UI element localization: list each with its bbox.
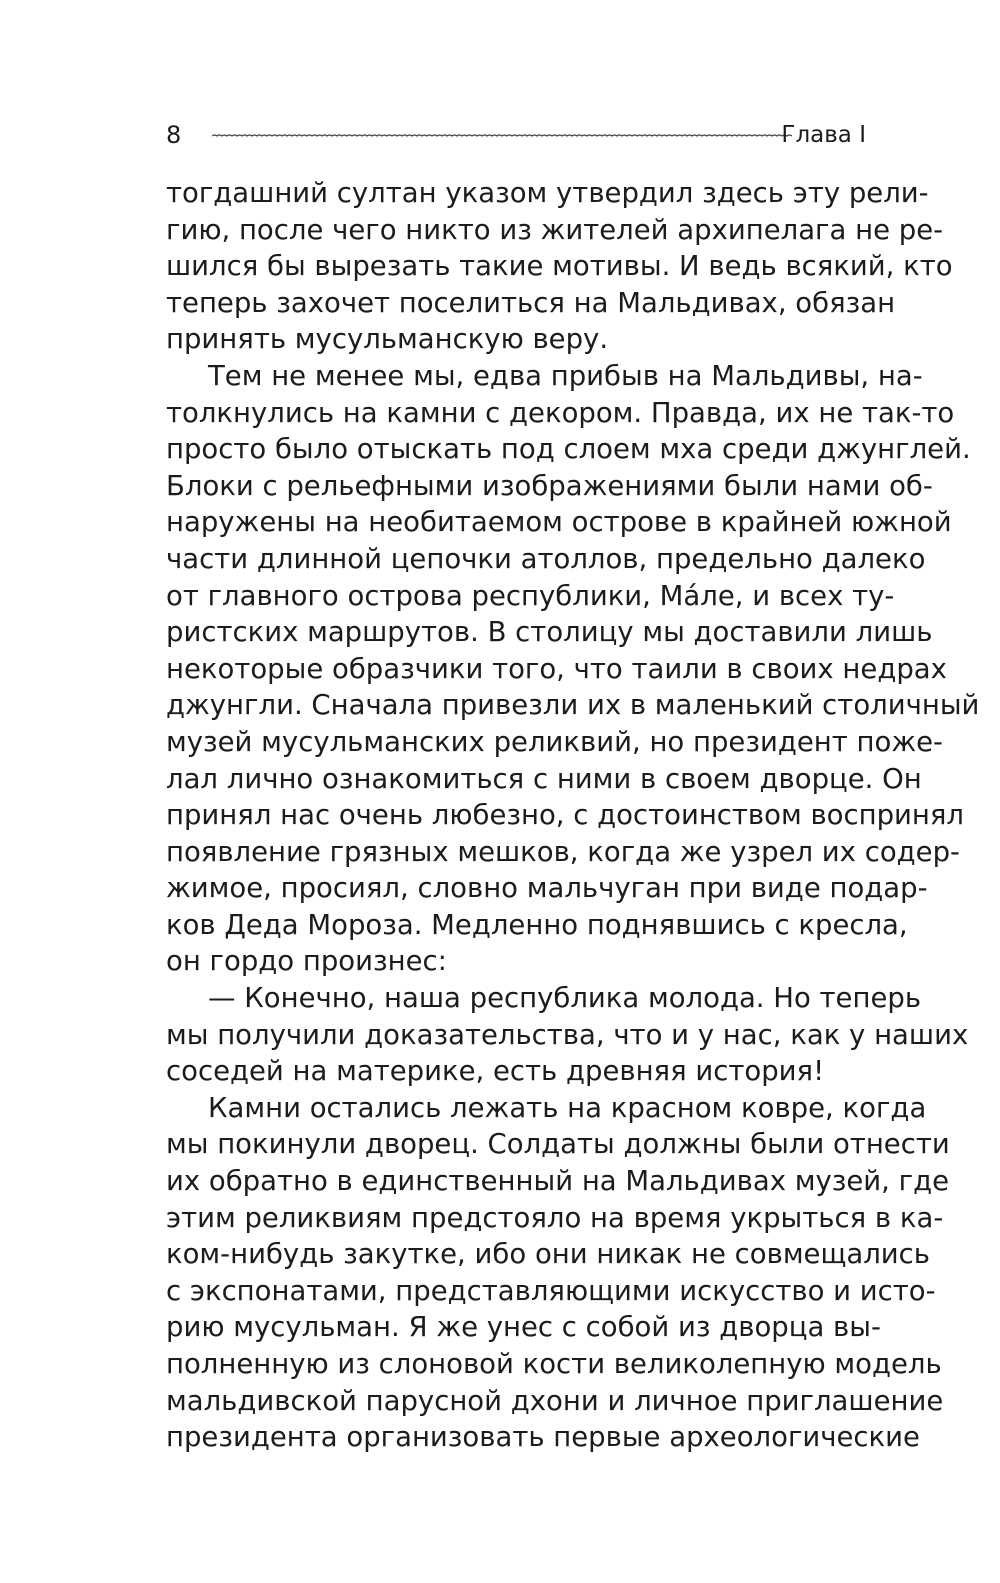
text-line: ков Деда Мороза. Медленно поднявшись с кресла, xyxy=(166,908,908,941)
text-line: просто было отыскать под слоем мха среди джунглей. xyxy=(166,433,971,466)
text-line: ристских маршрутов. В столицу мы доставили лишь xyxy=(166,616,933,649)
text-line: мы получили доказательства, что и у нас, как у наших xyxy=(166,1018,969,1051)
text-line: толкнулись на камни с декором. Правда, их не так-то xyxy=(166,396,955,429)
text-line: жимое, просиял, словно мальчуган при виде подар- xyxy=(166,872,928,905)
text-line: — Конечно, наша республика молода. Но теперь xyxy=(208,982,922,1015)
text-line: соседей на материке, есть древняя история! xyxy=(166,1055,825,1088)
text-line: ком-нибудь закутке, ибо они никак не совмещались xyxy=(166,1238,931,1271)
text-line: принять мусульманскую веру. xyxy=(166,323,609,356)
text-line: джунгли. Сначала привезли их в маленький столичный xyxy=(166,689,980,722)
text-line: лал лично ознакомиться с ними в своем дворце. Он xyxy=(166,762,922,795)
text-line: мы покинули дворец. Солдаты должны были отнести xyxy=(166,1128,950,1161)
text-line: мальдивской парусной дхони и личное приглашение xyxy=(166,1384,944,1417)
text-line: части длинной цепочки атоллов, предельно далеко xyxy=(166,542,926,575)
text-line: теперь захочет поселиться на Мальдивах, обязан xyxy=(166,286,896,319)
text-line: этим реликвиям предстояло на время укрыться в ка- xyxy=(166,1201,944,1234)
text-line: полненную из слоновой кости великолепную модель xyxy=(166,1348,942,1380)
wavy-rule-ornament xyxy=(212,130,792,142)
text-line: рию мусульман. Я же унес с собой из дворца вы- xyxy=(166,1311,881,1344)
text-line: гию, после чего никто из жителей архипелага не ре- xyxy=(166,213,944,246)
text-line: президента организовать первые археологические xyxy=(166,1421,920,1454)
text-line: музей мусульманских реликвий, но президент поже- xyxy=(166,725,943,758)
body-text xyxy=(166,175,980,1456)
text-line: некоторые образчики того, что таили в своих недрах xyxy=(166,652,947,685)
text-line: он гордо произнес: xyxy=(166,945,447,978)
chapter-title: Глава I xyxy=(781,122,866,148)
text-line: появление грязных мешков, когда же узрел их содер- xyxy=(166,835,960,868)
text-line: Камни остались лежать на красном ковре, когда xyxy=(208,1091,927,1124)
text-line: тогдашний султан указом утвердил здесь эту рели- xyxy=(166,177,929,209)
text-line: от главного острова республики, Мáле, и всех ту- xyxy=(166,579,895,612)
text-line: принял нас очень любезно, с достоинством воспринял xyxy=(166,799,965,832)
text-line: Тем не менее мы, едва прибыв на Мальдивы, на- xyxy=(208,359,923,392)
text-line: с экспонатами, представляющими искусство и исто- xyxy=(166,1274,936,1307)
text-line: их обратно в единственный на Мальдивах музей, где xyxy=(166,1165,950,1198)
page-number: 8 xyxy=(166,121,182,149)
running-header xyxy=(166,118,866,152)
text-line: Блоки с рельефными изображениями были нами об- xyxy=(166,469,933,502)
text-line: шился бы вырезать такие мотивы. И ведь всякий, кто xyxy=(166,250,953,283)
text-line: наружены на необитаемом острове в крайней южной xyxy=(166,506,952,539)
